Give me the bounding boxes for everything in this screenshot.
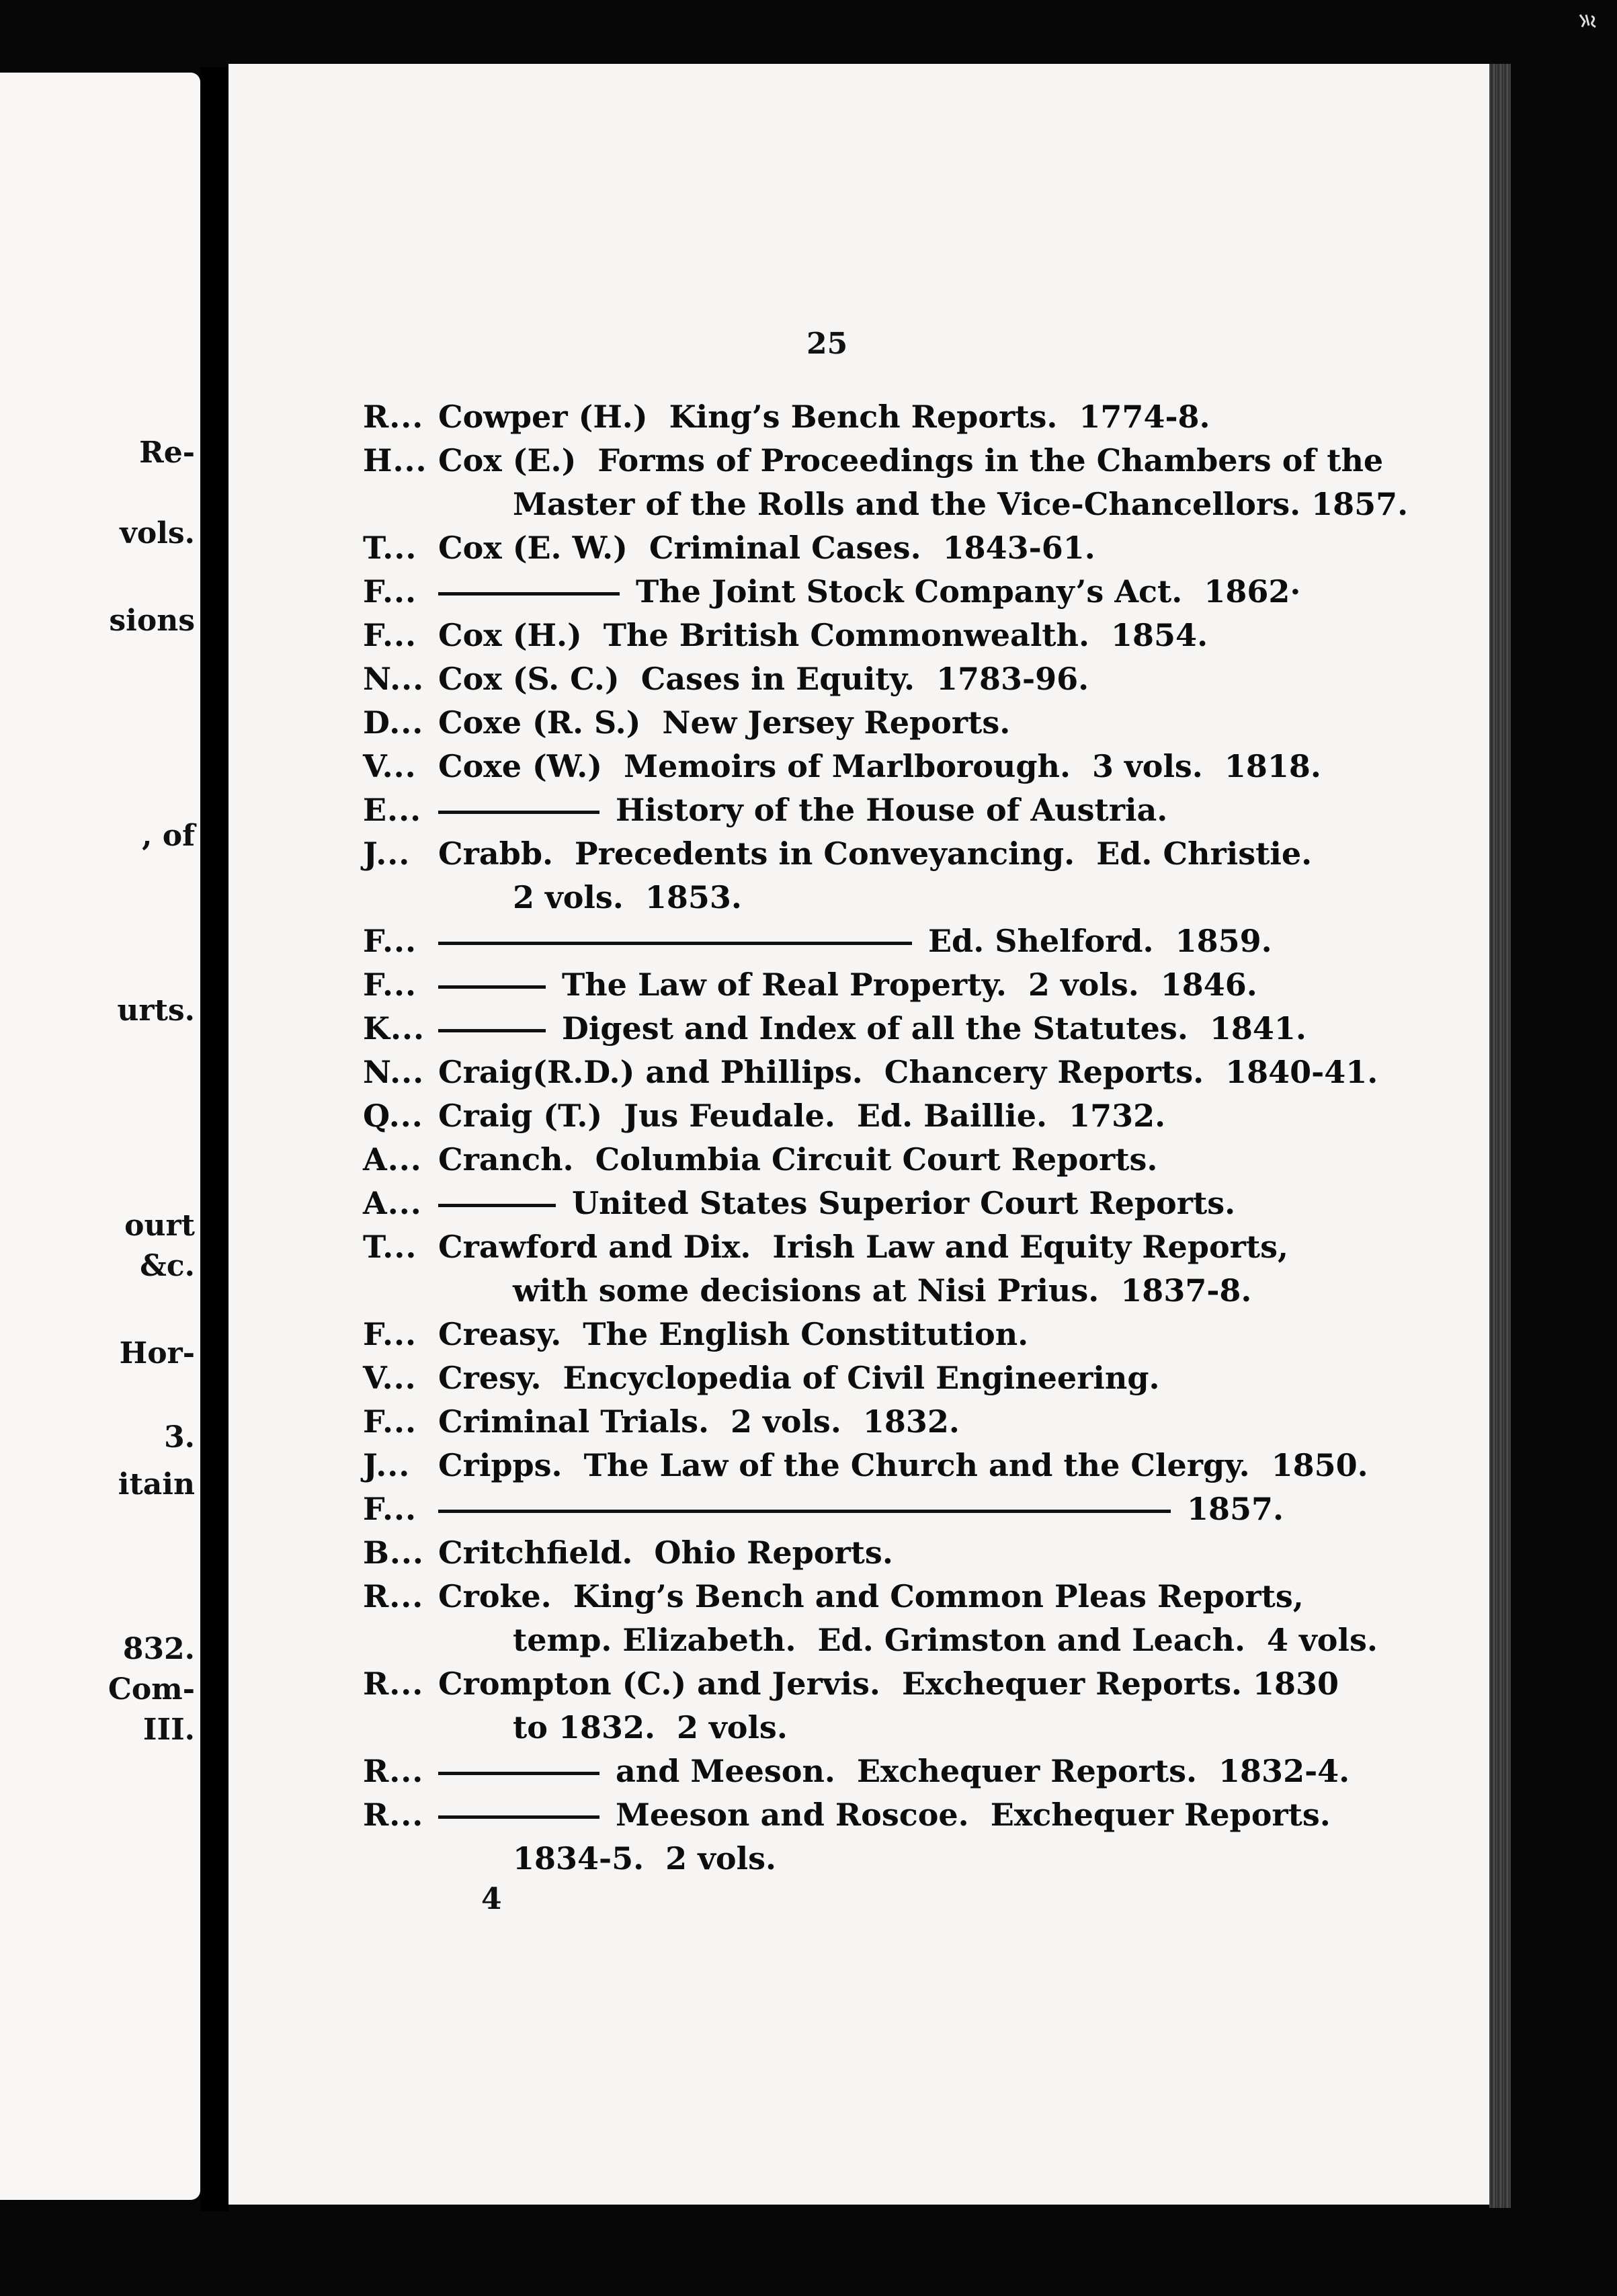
entry-continuation: Master of the Rolls and the Vice-Chancellors. 1857. bbox=[513, 486, 1409, 522]
shelf-code: N... bbox=[363, 1054, 425, 1090]
entry-text: The Joint Stock Company’s Act. 1862· bbox=[636, 573, 1301, 610]
ditto-rule bbox=[438, 592, 620, 596]
entry-text: Cripps. The Law of the Church and the Clergy. 1850. bbox=[438, 1447, 1368, 1483]
catalog-entry bbox=[363, 615, 1274, 655]
catalog-entry bbox=[363, 702, 1274, 743]
facing-page-fragment: sions bbox=[109, 604, 195, 638]
entry-text: Cresy. Encyclopedia of Civil Engineering. bbox=[438, 1360, 1160, 1396]
catalog-entry bbox=[363, 1489, 1284, 1529]
entry-text: Cranch. Columbia Circuit Court Reports. bbox=[438, 1141, 1158, 1178]
ditto-rule bbox=[438, 942, 912, 945]
shelf-code: R... bbox=[363, 1578, 424, 1614]
shelf-code: F... bbox=[363, 573, 417, 610]
facing-page-fragment: 3. bbox=[164, 1420, 195, 1454]
shelf-code: E... bbox=[363, 792, 422, 828]
entry-text: 1857. bbox=[1187, 1491, 1284, 1527]
ditto-rule bbox=[438, 1204, 556, 1207]
catalog-entry bbox=[363, 1183, 1274, 1223]
library-stamp-icon bbox=[1578, 12, 1598, 30]
shelf-code: R... bbox=[363, 1753, 424, 1789]
entry-text: Creasy. The English Constitution. bbox=[438, 1316, 1029, 1352]
shelf-code: D... bbox=[363, 704, 424, 741]
facing-page-fragment: III. bbox=[142, 1713, 195, 1747]
catalog-entry bbox=[363, 1795, 1331, 1835]
ditto-rule bbox=[438, 1510, 1171, 1513]
entry-continuation: 2 vols. 1853. bbox=[513, 879, 742, 915]
ditto-rule bbox=[438, 1029, 546, 1032]
page-number: 25 bbox=[806, 327, 848, 361]
catalog-entry bbox=[363, 1052, 1378, 1092]
shelf-code: R... bbox=[363, 1666, 424, 1702]
shelf-code: R... bbox=[363, 399, 424, 435]
shelf-code: J... bbox=[363, 1447, 411, 1483]
facing-page bbox=[0, 73, 200, 2200]
entry-text: Crabb. Precedents in Conveyancing. Ed. Christie. bbox=[438, 835, 1313, 872]
signature-mark: 4 bbox=[481, 1882, 502, 1916]
entry-text: Coxe (R. S.) New Jersey Reports. bbox=[438, 704, 1011, 741]
ditto-rule bbox=[438, 985, 546, 989]
entry-text: The Law of Real Property. 2 vols. 1846. bbox=[562, 967, 1257, 1003]
shelf-code: F... bbox=[363, 923, 417, 959]
entry-text: Craig(R.D.) and Phillips. Chancery Reports. 1840-41. bbox=[438, 1054, 1378, 1090]
entry-continuation: 1834-5. 2 vols. bbox=[513, 1840, 776, 1877]
entry-text: Criminal Trials. 2 vols. 1832. bbox=[438, 1403, 960, 1440]
facing-page-fragment: urts. bbox=[117, 993, 195, 1028]
shelf-code: V... bbox=[363, 748, 417, 784]
entry-text: Cox (H.) The British Commonwealth. 1854. bbox=[438, 617, 1208, 653]
facing-page-fragment: &c. bbox=[140, 1249, 195, 1283]
catalog-entry bbox=[363, 1445, 1368, 1485]
shelf-code: F... bbox=[363, 1491, 417, 1527]
entry-text: Crompton (C.) and Jervis. Exchequer Reports. 1830 bbox=[438, 1666, 1339, 1702]
ditto-rule bbox=[438, 811, 599, 814]
catalog-entry bbox=[363, 1401, 1274, 1442]
catalog-entry bbox=[363, 746, 1321, 786]
page-edge bbox=[1489, 64, 1511, 2208]
shelf-code: F... bbox=[363, 617, 417, 653]
entry-text: Critchfield. Ohio Reports. bbox=[438, 1534, 893, 1571]
shelf-code: F... bbox=[363, 1403, 417, 1440]
catalog-entry bbox=[363, 1314, 1274, 1354]
facing-page-fragment: Re- bbox=[139, 436, 195, 470]
shelf-code: T... bbox=[363, 1229, 417, 1265]
facing-page-fragment: Com- bbox=[108, 1672, 195, 1707]
catalog-entry bbox=[363, 1358, 1274, 1398]
catalog-entry bbox=[363, 528, 1274, 568]
shelf-code: F... bbox=[363, 1316, 417, 1352]
facing-page-fragment: vols. bbox=[120, 516, 195, 550]
catalog-entry bbox=[363, 1227, 1289, 1267]
catalog-entry bbox=[363, 1532, 1274, 1573]
entry-text: History of the House of Austria. bbox=[616, 792, 1168, 828]
catalog-entry bbox=[363, 571, 1301, 612]
entry-text: Ed. Shelford. 1859. bbox=[928, 923, 1272, 959]
shelf-code: R... bbox=[363, 1797, 424, 1833]
facing-page-fragment: 832. bbox=[122, 1632, 195, 1666]
catalog-entry bbox=[363, 1096, 1274, 1136]
entry-text: United States Superior Court Reports. bbox=[572, 1185, 1236, 1221]
entry-continuation: temp. Elizabeth. Ed. Grimston and Leach. 4 vols. bbox=[513, 1622, 1378, 1658]
shelf-code: B... bbox=[363, 1534, 424, 1571]
catalog-entry bbox=[363, 440, 1384, 481]
catalog-entry bbox=[363, 790, 1274, 830]
shelf-code: N... bbox=[363, 661, 425, 697]
entry-text: Coxe (W.) Memoirs of Marlborough. 3 vols. 1818. bbox=[438, 748, 1321, 784]
shelf-code: F... bbox=[363, 967, 417, 1003]
facing-page-fragment: ourt bbox=[124, 1208, 195, 1243]
entry-text: Meeson and Roscoe. Exchequer Reports. bbox=[616, 1797, 1331, 1833]
entry-continuation: with some decisions at Nisi Prius. 1837-8. bbox=[513, 1272, 1252, 1309]
entry-text: Crawford and Dix. Irish Law and Equity Reports, bbox=[438, 1229, 1289, 1265]
catalog-entry bbox=[363, 965, 1274, 1005]
catalog-entry bbox=[363, 833, 1313, 874]
facing-page-fragment: Hor- bbox=[119, 1336, 195, 1370]
facing-page-fragment: itain bbox=[118, 1467, 195, 1502]
shelf-code: H... bbox=[363, 442, 427, 479]
ditto-rule bbox=[438, 1772, 599, 1775]
book-gutter bbox=[200, 67, 229, 2211]
shelf-code: T... bbox=[363, 530, 417, 566]
catalog-entry bbox=[363, 1139, 1274, 1180]
entry-text: Croke. King’s Bench and Common Pleas Reports, bbox=[438, 1578, 1304, 1614]
shelf-code: V... bbox=[363, 1360, 417, 1396]
catalog-entry bbox=[363, 1576, 1304, 1616]
ditto-rule bbox=[438, 1815, 599, 1819]
entry-text: Cowper (H.) King’s Bench Reports. 1774-8. bbox=[438, 399, 1210, 435]
shelf-code: A... bbox=[363, 1141, 422, 1178]
entry-text: Craig (T.) Jus Feudale. Ed. Baillie. 1732. bbox=[438, 1098, 1166, 1134]
entry-text: Digest and Index of all the Statutes. 1841. bbox=[562, 1010, 1307, 1047]
facing-page-fragment: , of bbox=[142, 819, 195, 853]
catalog-entry bbox=[363, 1751, 1350, 1791]
entry-continuation: to 1832. 2 vols. bbox=[513, 1709, 788, 1746]
catalog-entry bbox=[363, 659, 1274, 699]
shelf-code: J... bbox=[363, 835, 411, 872]
shelf-code: A... bbox=[363, 1185, 422, 1221]
entry-text: Cox (E.) Forms of Proceedings in the Chambers of the bbox=[438, 442, 1384, 479]
catalog-entry bbox=[363, 921, 1274, 961]
catalog-entry bbox=[363, 1664, 1339, 1704]
shelf-code: K... bbox=[363, 1010, 425, 1047]
entry-text: and Meeson. Exchequer Reports. 1832-4. bbox=[616, 1753, 1350, 1789]
catalog-entry bbox=[363, 1008, 1307, 1049]
catalog-entry bbox=[363, 397, 1274, 437]
entry-text: Cox (S. C.) Cases in Equity. 1783-96. bbox=[438, 661, 1089, 697]
entry-text: Cox (E. W.) Criminal Cases. 1843-61. bbox=[438, 530, 1095, 566]
shelf-code: Q... bbox=[363, 1098, 423, 1134]
